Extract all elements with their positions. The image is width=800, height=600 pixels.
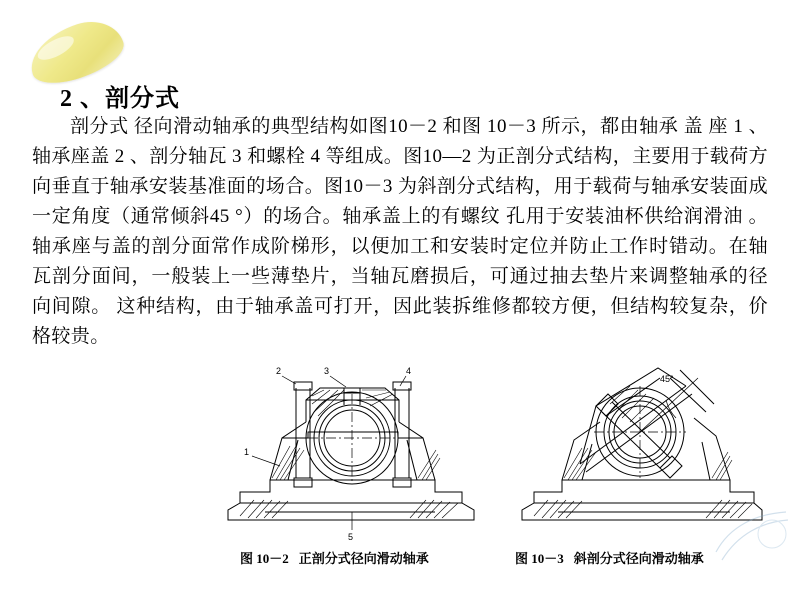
caption-figure-10-3 bbox=[515, 548, 704, 567]
figure-10-2-drawing bbox=[210, 360, 500, 545]
page-title: 2 、剖分式 bbox=[60, 86, 180, 112]
callout-3: 3 bbox=[324, 366, 330, 376]
callout-45deg: 45° bbox=[660, 374, 674, 384]
caption-number-10-2: 图 10－2 bbox=[240, 551, 289, 566]
caption-text-10-2: 正剖分式径向滑动轴承 bbox=[298, 551, 429, 566]
callout-5: 5 bbox=[348, 532, 354, 542]
callout-2: 2 bbox=[276, 366, 282, 376]
caption-figure-10-2 bbox=[240, 548, 429, 567]
callout-1: 1 bbox=[244, 447, 250, 457]
caption-number-10-3: 图 10－3 bbox=[515, 551, 564, 566]
figures-container bbox=[210, 360, 770, 560]
caption-text-10-3: 斜剖分式径向滑动轴承 bbox=[573, 551, 704, 566]
callout-4: 4 bbox=[406, 366, 412, 376]
corner-decoration-icon bbox=[712, 508, 790, 568]
body-paragraph: 剖分式 径向滑动轴承的典型结构如图10－2 和图 10－3 所示，都由轴承 盖 座 1 、轴承座盖 2 、剖分轴瓦 3 和螺栓 4 等组成。图10—2 为正剖分式结构，主要用于载荷方向垂直于轴承安装基准面的场合。图10－3 为斜剖分式结构，用于载荷与轴承安装面成一定角度（通常倾斜45 °）的场合。轴承盖上的有螺纹 孔用于安装油杯供给润滑油 。轴承座与盖的剖分面常作成阶梯形，以便加工和安装时定位并防止工作时错动。在轴瓦剖分面间，一般装上一些薄垫片，当轴瓦磨损后，可通过抽去垫片来调整轴承的径向间隙。 这种结构，由于轴承盖可打开，因此装拆维修都较方便，但结构较复杂，价格较贵。 bbox=[32, 116, 768, 347]
